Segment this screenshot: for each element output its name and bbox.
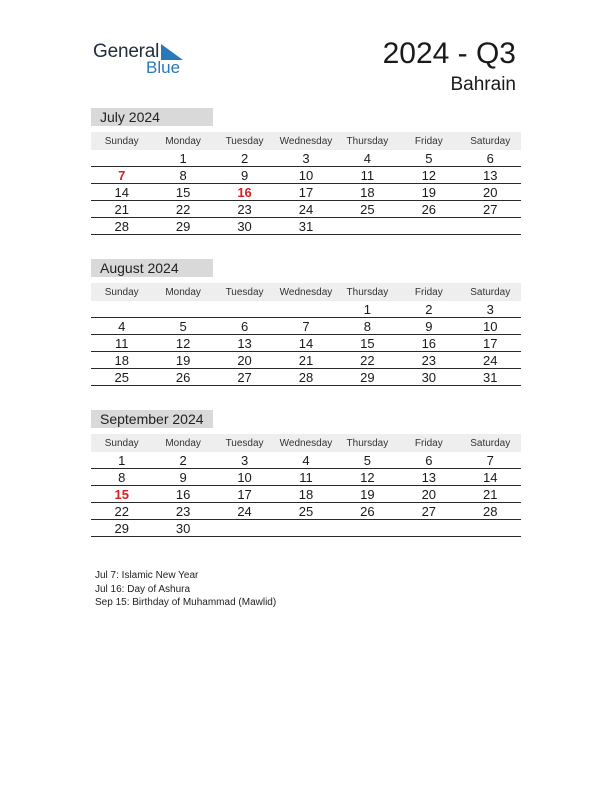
month-august [91,259,521,386]
day-cell: 21 [483,486,498,502]
day-cell: 27 [421,503,437,519]
month-label: July 2024 [91,108,213,126]
week-row [91,335,521,352]
weekday-header-row [91,283,521,301]
weekday-header: Sunday [104,437,139,449]
day-cell: 29 [114,520,129,536]
day-cell: 19 [360,486,375,502]
day-cell: 7 [486,452,494,468]
week-row [91,520,521,537]
day-cell: 2 [425,301,433,317]
day-cell: 8 [179,167,187,183]
week-row [91,452,521,469]
day-cell: 25 [298,503,314,519]
week-row [91,301,521,318]
weekday-header: Thursday [346,437,389,449]
day-cell: 4 [363,150,372,166]
weekday-header: Monday [165,437,201,449]
weekday-header: Thursday [346,135,389,147]
day-cell: 18 [298,486,314,502]
day-cell: 1 [118,452,126,468]
day-cell: 18 [114,352,129,368]
day-cell: 31 [483,369,498,385]
day-cell: 12 [360,469,375,485]
day-cell: 19 [175,352,191,368]
day-cell: 23 [237,201,252,217]
day-cell: 17 [483,335,498,351]
day-cell: 9 [179,469,187,485]
day-cell: 6 [486,150,494,166]
day-cell: 15 [360,335,375,351]
day-cell-holiday: 7 [118,167,126,183]
weekday-header: Monday [165,286,201,298]
week-row [91,150,521,167]
day-cell: 24 [483,352,498,368]
day-cell: 3 [486,301,494,317]
day-cell: 26 [421,201,437,217]
holiday-notes [95,569,276,610]
day-cell: 7 [302,318,310,334]
week-row [91,486,521,503]
day-cell: 8 [363,318,372,334]
weekday-header: Tuesday [225,437,264,449]
day-cell: 22 [175,201,191,217]
holiday-note: Sep 15: Birthday of Muhammad (Mawlid) [95,597,277,608]
day-cell-holiday: 16 [237,184,252,200]
day-cell: 27 [483,201,498,217]
day-cell: 14 [114,184,129,200]
weekday-header: Friday [414,437,443,449]
day-cell: 10 [483,318,498,334]
weekday-header: Wednesday [279,286,333,298]
day-cell: 9 [425,318,433,334]
weekday-header: Tuesday [225,286,264,298]
day-cell: 3 [240,452,249,468]
day-cell: 1 [179,150,187,166]
day-cell: 26 [360,503,375,519]
day-cell: 30 [421,369,437,385]
day-cell: 28 [298,369,314,385]
day-cell: 2 [240,150,249,166]
week-row [91,469,521,486]
week-row [91,218,521,235]
day-cell: 1 [363,301,372,317]
day-cell: 15 [175,184,191,200]
day-cell: 25 [360,201,375,217]
weekday-header: Saturday [470,286,511,298]
weekday-header: Tuesday [225,135,264,147]
month-july [91,108,521,235]
day-cell: 13 [483,167,498,183]
day-cell-holiday: 15 [114,486,129,502]
day-cell: 5 [425,150,433,166]
day-cell: 26 [175,369,191,385]
day-cell: 8 [118,469,126,485]
day-cell: 5 [179,318,187,334]
day-cell: 24 [237,503,252,519]
week-row [91,167,521,184]
day-cell: 21 [298,352,314,368]
day-cell: 21 [114,201,129,217]
day-cell: 31 [298,218,314,234]
week-row [91,318,521,335]
day-cell: 27 [237,369,252,385]
logo-text-blue: Blue [146,58,181,77]
day-cell: 28 [114,218,129,234]
day-cell: 6 [425,452,433,468]
day-cell: 30 [237,218,252,234]
holiday-note: Jul 16: Day of Ashura [95,583,191,595]
weekday-header: Monday [165,135,201,147]
weekday-header-row [91,434,521,452]
country-name: Bahrain [450,74,516,95]
day-cell: 3 [302,150,310,166]
day-cell: 6 [240,318,249,334]
week-row [91,352,521,369]
day-cell: 18 [360,184,375,200]
weekday-header: Friday [414,286,443,298]
day-cell: 4 [302,452,310,468]
day-cell: 4 [118,318,126,334]
logo [93,40,193,80]
day-cell: 17 [237,486,252,502]
day-cell: 28 [483,503,498,519]
day-cell: 13 [421,469,437,485]
day-cell: 12 [421,167,437,183]
day-cell: 10 [237,469,252,485]
month-label: September 2024 [91,410,213,428]
day-cell: 22 [114,503,129,519]
weekday-header: Wednesday [279,437,333,449]
day-cell: 14 [298,335,314,351]
day-cell: 22 [360,352,375,368]
day-cell: 16 [421,335,437,351]
day-cell: 14 [483,469,498,485]
month-september [91,410,521,537]
week-row [91,503,521,520]
day-cell: 29 [360,369,375,385]
day-cell: 11 [114,335,129,351]
day-cell: 9 [240,167,249,183]
logo-text-general: General [93,41,160,62]
day-cell: 29 [175,218,191,234]
weekday-header: Wednesday [279,135,333,147]
week-row [91,184,521,201]
day-cell: 24 [298,201,314,217]
day-cell: 30 [175,520,191,536]
day-cell: 2 [179,452,187,468]
page-title: 2024 - Q3 [382,37,516,70]
day-cell: 5 [363,452,372,468]
weekday-header-row [91,132,521,150]
weekday-header: Friday [414,135,443,147]
week-row [91,201,521,218]
day-cell: 25 [114,369,129,385]
weekday-header: Sunday [104,286,139,298]
day-cell: 16 [175,486,191,502]
weekday-header: Sunday [104,135,139,147]
day-cell: 17 [298,184,314,200]
day-cell: 23 [421,352,437,368]
weekday-header: Thursday [346,286,389,298]
week-row [91,369,521,386]
day-cell: 20 [237,352,252,368]
weekday-header: Saturday [470,437,511,449]
day-cell: 11 [299,469,313,485]
day-cell: 20 [483,184,498,200]
month-label: August 2024 [91,259,213,277]
day-cell: 10 [298,167,314,183]
weekday-header: Saturday [470,135,511,147]
day-cell: 20 [421,486,437,502]
day-cell: 12 [175,335,191,351]
day-cell: 23 [175,503,191,519]
day-cell: 11 [360,167,375,183]
day-cell: 13 [237,335,252,351]
day-cell: 19 [421,184,437,200]
holiday-note: Jul 7: Islamic New Year [95,570,199,581]
